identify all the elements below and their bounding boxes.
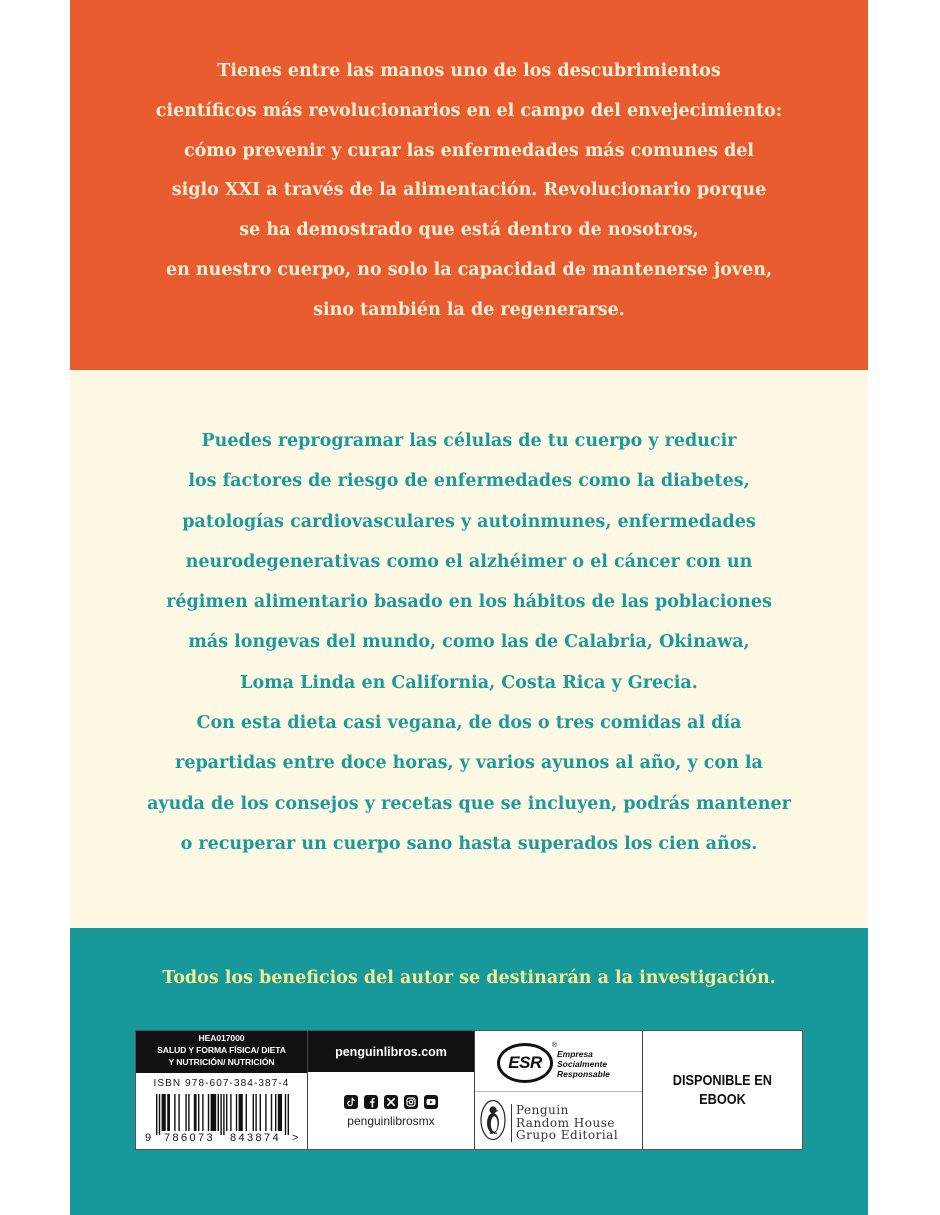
barcode-bar [188, 1094, 189, 1131]
barcode-bar [255, 1094, 256, 1131]
description-paragraph [70, 421, 868, 864]
logo-separator [511, 1104, 512, 1142]
barcode-bar [260, 1094, 261, 1131]
esr-logo [497, 1042, 557, 1083]
author-benefits-note [70, 958, 868, 998]
barcode [156, 1094, 289, 1135]
barcode-bar [285, 1094, 286, 1135]
ebook-line: EBOOK [699, 1091, 746, 1108]
barcode-left-digits: 786073 [163, 1132, 216, 1144]
esr-mark: ESR [508, 1053, 542, 1072]
barcode-bar [178, 1094, 179, 1131]
barcode-bar [202, 1094, 203, 1131]
description-line: régimen alimentario basado en los hábitos de las poblaciones [166, 592, 772, 613]
intro-line: en nuestro cuerpo, no solo la capacidad de mantenerse joven, [165, 259, 773, 280]
intro-line: sino también la de regenerarse. [313, 299, 625, 320]
website-text: penguinlibros.com [335, 1044, 447, 1059]
esr-caption-line: Responsable [557, 1069, 610, 1079]
barcode-bar [185, 1094, 186, 1131]
divider [475, 1091, 642, 1092]
description-line: ayuda de los consejos y recetas que se incluyen, podrás mantener [147, 793, 791, 814]
note-line: Todos los beneficios del autor se destinarán a la investigación. [162, 968, 776, 988]
barcode-bar [230, 1094, 231, 1131]
barcode-quiet-zone-mark: > [292, 1132, 299, 1144]
barcode-bar [159, 1094, 160, 1135]
barcode-bar [174, 1094, 175, 1131]
barcode-bar [223, 1094, 224, 1135]
barcode-bar [220, 1094, 221, 1135]
description-line: Puedes reprogramar las células de tu cuerpo y reducir [201, 431, 737, 451]
youtube-icon [424, 1095, 438, 1109]
barcode-bar [208, 1094, 209, 1131]
category-code: HEA017000 [198, 1033, 245, 1043]
intro-line: Tienes entre las manos uno de los descubrimientos [217, 61, 721, 81]
intro-line: siglo XXI a través de la alimentación. Revolucionario porque [171, 180, 767, 201]
barcode-right-digits: 843874 [229, 1132, 282, 1144]
description-line: neurodegenerativas como el alzhéimer o el cáncer con un [185, 551, 753, 572]
intro-paragraph [70, 52, 868, 331]
description-panel [70, 370, 868, 928]
social-icons [308, 1095, 474, 1109]
publisher-column [475, 1031, 643, 1149]
description-line: patologías cardiovasculares y autoinmunes, enfermedades [182, 511, 756, 532]
footer-panel [70, 928, 868, 1215]
back-cover [70, 0, 868, 1215]
barcode-bar [278, 1094, 282, 1131]
barcode-bar [265, 1094, 266, 1131]
intro-line: cómo prevenir y curar las enfermedades más comunes del [183, 140, 755, 161]
barcode-bar [162, 1094, 166, 1131]
bisac-category [136, 1031, 307, 1073]
barcode-bar [246, 1094, 247, 1131]
barcode-bar [211, 1094, 217, 1131]
barcode-bar [218, 1094, 219, 1131]
registered-mark: ® [551, 1042, 557, 1049]
barcode-first-digit: 9 [145, 1132, 152, 1144]
publisher-line: Penguin [516, 1103, 569, 1117]
esr-caption-line: Socialmente [557, 1059, 608, 1069]
description-line: repartidas entre doce horas, y varios ayunos al año, y con la [175, 753, 763, 774]
intro-line: se ha demostrado que está dentro de nosotros, [239, 220, 699, 241]
website-label [308, 1031, 474, 1072]
tiktok-icon [344, 1095, 358, 1109]
ebook-column [643, 1031, 802, 1149]
instagram-icon [404, 1095, 418, 1109]
info-box [135, 1030, 803, 1150]
description-line: o recuperar un cuerpo sano hasta superados los cien años. [180, 833, 758, 854]
isbn-number: ISBN 978-607-384-387-4 [153, 1078, 290, 1089]
description-line: Con esta dieta casi vegana, de dos o tres comidas al día [196, 713, 742, 734]
barcode-bar [156, 1094, 157, 1135]
isbn-column [136, 1031, 308, 1149]
description-line: los factores de riesgo de enfermedades como la diabetes, [188, 471, 750, 492]
category-line: Y NUTRICIÓN/ NUTRICIÓN [168, 1057, 275, 1067]
barcode-bar [253, 1094, 254, 1131]
barcode-bar [198, 1094, 199, 1131]
web-column [308, 1031, 475, 1149]
barcode-bar [275, 1094, 276, 1131]
intro-line: científicos más revolucionarios en el campo del envejecimiento: [155, 100, 783, 121]
ebook-availability [643, 1031, 802, 1149]
x-icon [384, 1095, 398, 1109]
publisher-line: Grupo Editorial [516, 1128, 619, 1142]
esr-caption [557, 1049, 610, 1079]
penguin-logo-icon [480, 1099, 506, 1141]
description-line: Loma Linda en California, Costa Rica y Grecia. [240, 672, 698, 693]
description-line: más longevas del mundo, como las de Calabria, Okinawa, [188, 632, 750, 653]
barcode-bar [236, 1094, 237, 1131]
barcode-bar [239, 1094, 243, 1131]
intro-panel [70, 0, 868, 370]
ebook-line: DISPONIBLE EN [672, 1072, 773, 1089]
category-line: SALUD Y FORMA FÍSICA/ DIETA [157, 1045, 286, 1055]
publisher-name [516, 1104, 618, 1142]
barcode-bar [167, 1094, 170, 1131]
publisher-line: Random House [516, 1115, 615, 1130]
social-handle: penguinlibrosmx [347, 1114, 435, 1128]
esr-caption-line: Empresa [557, 1049, 593, 1059]
barcode-bar [288, 1094, 289, 1135]
barcode-bar [194, 1094, 197, 1131]
barcode-bar [271, 1094, 272, 1131]
barcode-bar [226, 1094, 227, 1131]
facebook-icon [364, 1095, 378, 1109]
